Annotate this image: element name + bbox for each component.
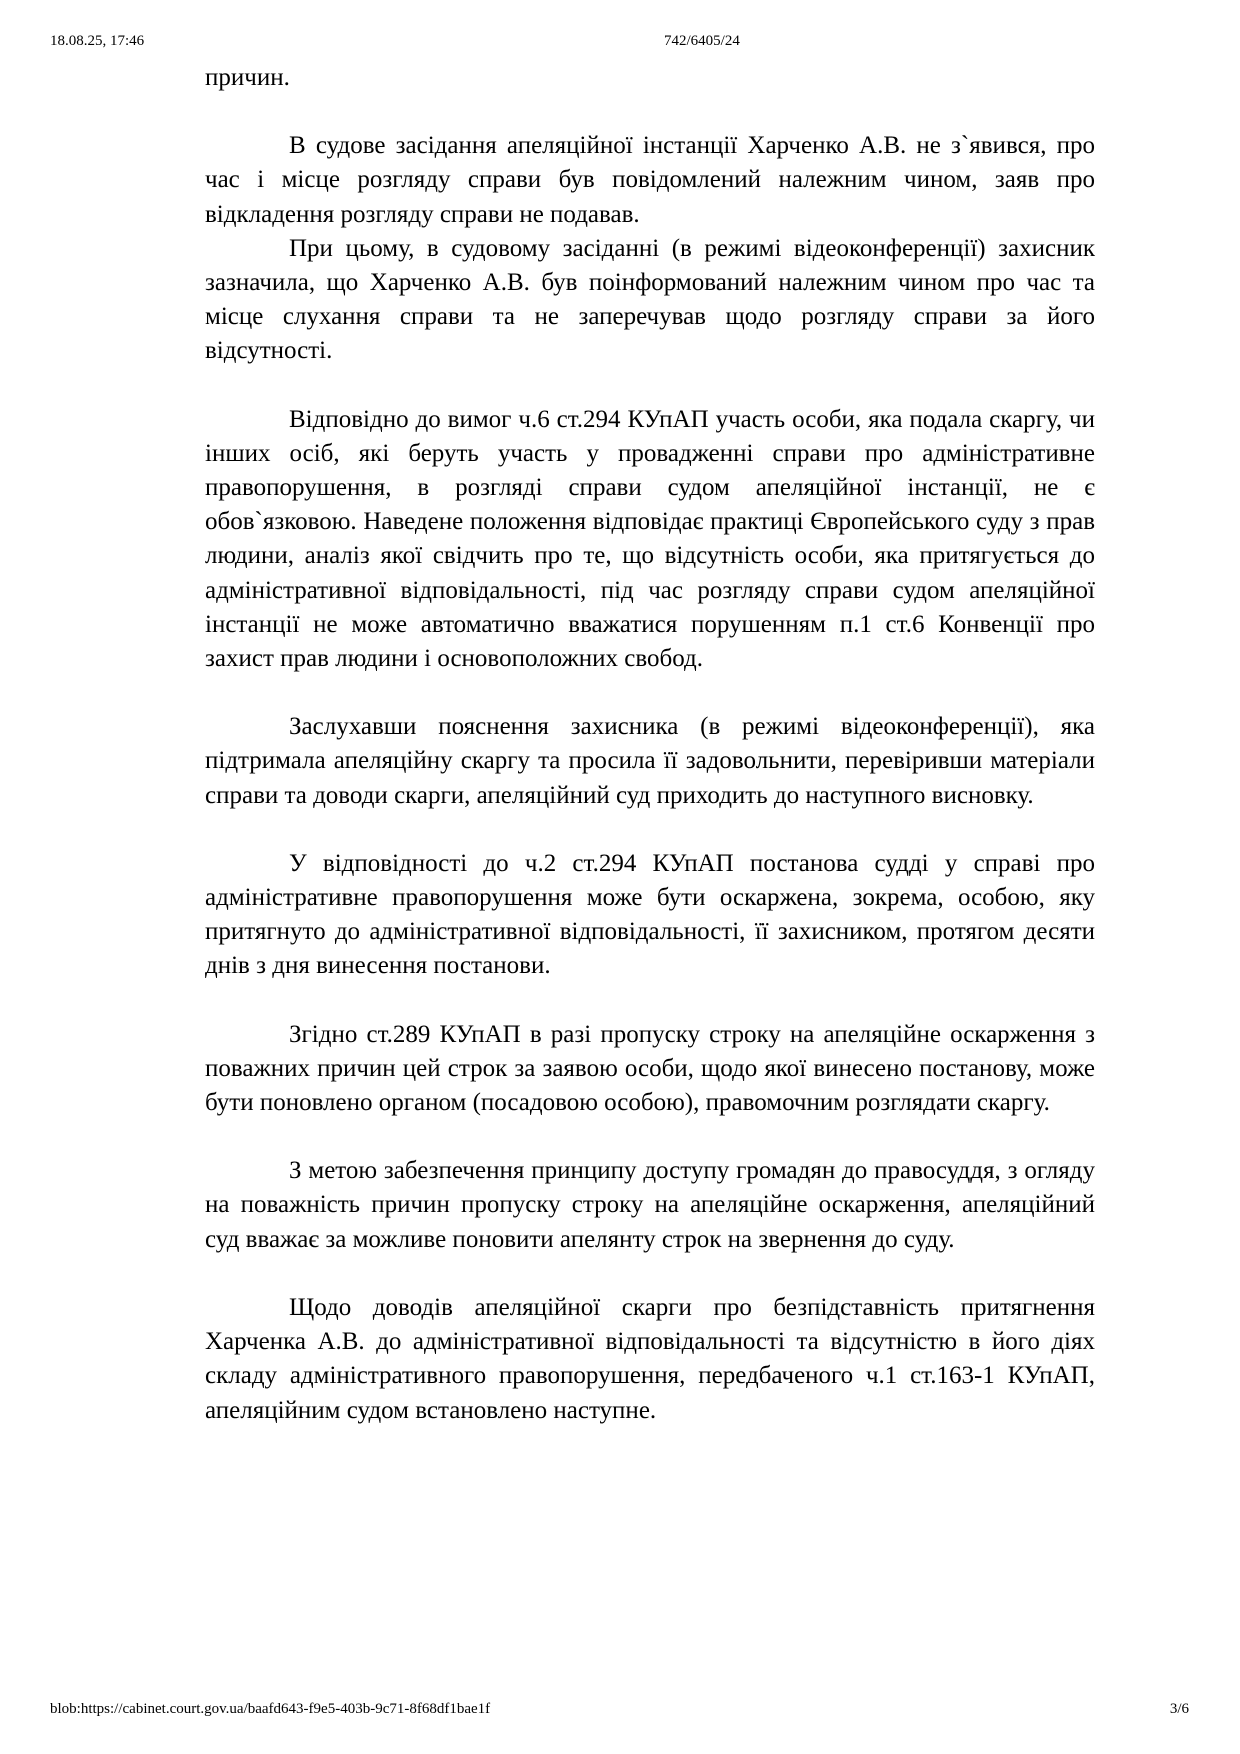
source-url: blob:https://cabinet.court.gov.ua/baafd643-f9e5-403b-9c71-8f68df1bae1f [50, 1701, 491, 1717]
print-header [0, 33, 1240, 53]
paragraph-article-289: Згідно ст.289 КУпАП в разі пропуску строку на апеляційне оскарження з поважних причин цей строк за заявою особи, щодо якої винесено постанову, може бути поновлено органом (посадовою особою), правомочним розглядати скаргу. [205, 1020, 1095, 1117]
case-number: 742/6405/24 [664, 33, 740, 49]
paragraph-gap [205, 1120, 1095, 1154]
print-footer [0, 1701, 1240, 1721]
paragraph-appeal-arguments: Щодо доводів апеляційної скарги про безпідставність притягнення Харченка А.В. до адміністративної відповідальності та відсутністю в його діях складу адміністративного правопорушення, передбаченого ч.1 ст.163-1 КУпАП, апеляційним судом встановлено наступне. [205, 1293, 1095, 1424]
document-body [205, 61, 1095, 1428]
paragraph-gap [205, 369, 1095, 403]
paragraph-continuation: причин. [205, 64, 290, 91]
paragraph-gap [205, 1257, 1095, 1291]
paragraph-term-renewal: З метою забезпечення принципу доступу громадян до правосуддя, з огляду на поважність причин пропуску строку на апеляційне оскарження, апеляційний суд вважає за можливе поновити апелянту строк на звернення до суду. [205, 1157, 1095, 1253]
paragraph-defender-statement: При цьому, в судовому засіданні (в режимі відеоконференції) захисник зазначила, що Харченко А.В. був поінформований належним чином про час та місце слухання справи та не заперечував щодо розгляду справи за його відсутності. [205, 234, 1095, 365]
paragraph-article-294-part-6: Відповідно до вимог ч.6 ст.294 КУпАП участь особи, яка подала скаргу, чи інших осіб, які беруть участь у провадженні справи про адміністративне правопорушення, в розгляді справи судом апеляційної інстанції, не є обов`язковою. Наведене положення відповідає практиці Європейського суду з прав людини, аналіз якої свідчить про те, що відсутність особи, яка притягується до адміністративної відповідальності, під час розгляду справи судом апеляційної інстанції не може автоматично вважатися порушенням п.1 ст.6 Конвенції про захист прав людини і основоположних свобод. [205, 405, 1095, 673]
print-datetime: 18.08.25, 17:46 [50, 33, 145, 49]
paragraph-appearance: В судове засідання апеляційної інстанції Харченко А.В. не з`явився, про час і місце розгляду справи був повідомлений належним чином, заяв про відкладення розгляду справи не подавав. [205, 132, 1095, 228]
paragraph-gap [205, 984, 1095, 1018]
paragraph-gap [205, 676, 1095, 710]
paragraph-article-294-part-2: У відповідності до ч.2 ст.294 КУпАП постанова судді у справі про адміністративне правопорушення може бути оскаржена, зокрема, особою, яку притягнуто до адміністративної відповідальності, її захисником, протягом десяти днів з дня винесення постанови. [205, 849, 1095, 980]
paragraph-hearing-defender: Заслухавши пояснення захисника (в режимі відеоконференції), яка підтримала апеляційну скаргу та просила її задовольнити, перевіривши матеріали справи та доводи скарги, апеляційний суд приходить до наступного висновку. [205, 713, 1095, 809]
paragraph-gap [205, 95, 1095, 129]
page-indicator: 3/6 [1169, 1701, 1189, 1717]
paragraph-gap [205, 813, 1095, 847]
